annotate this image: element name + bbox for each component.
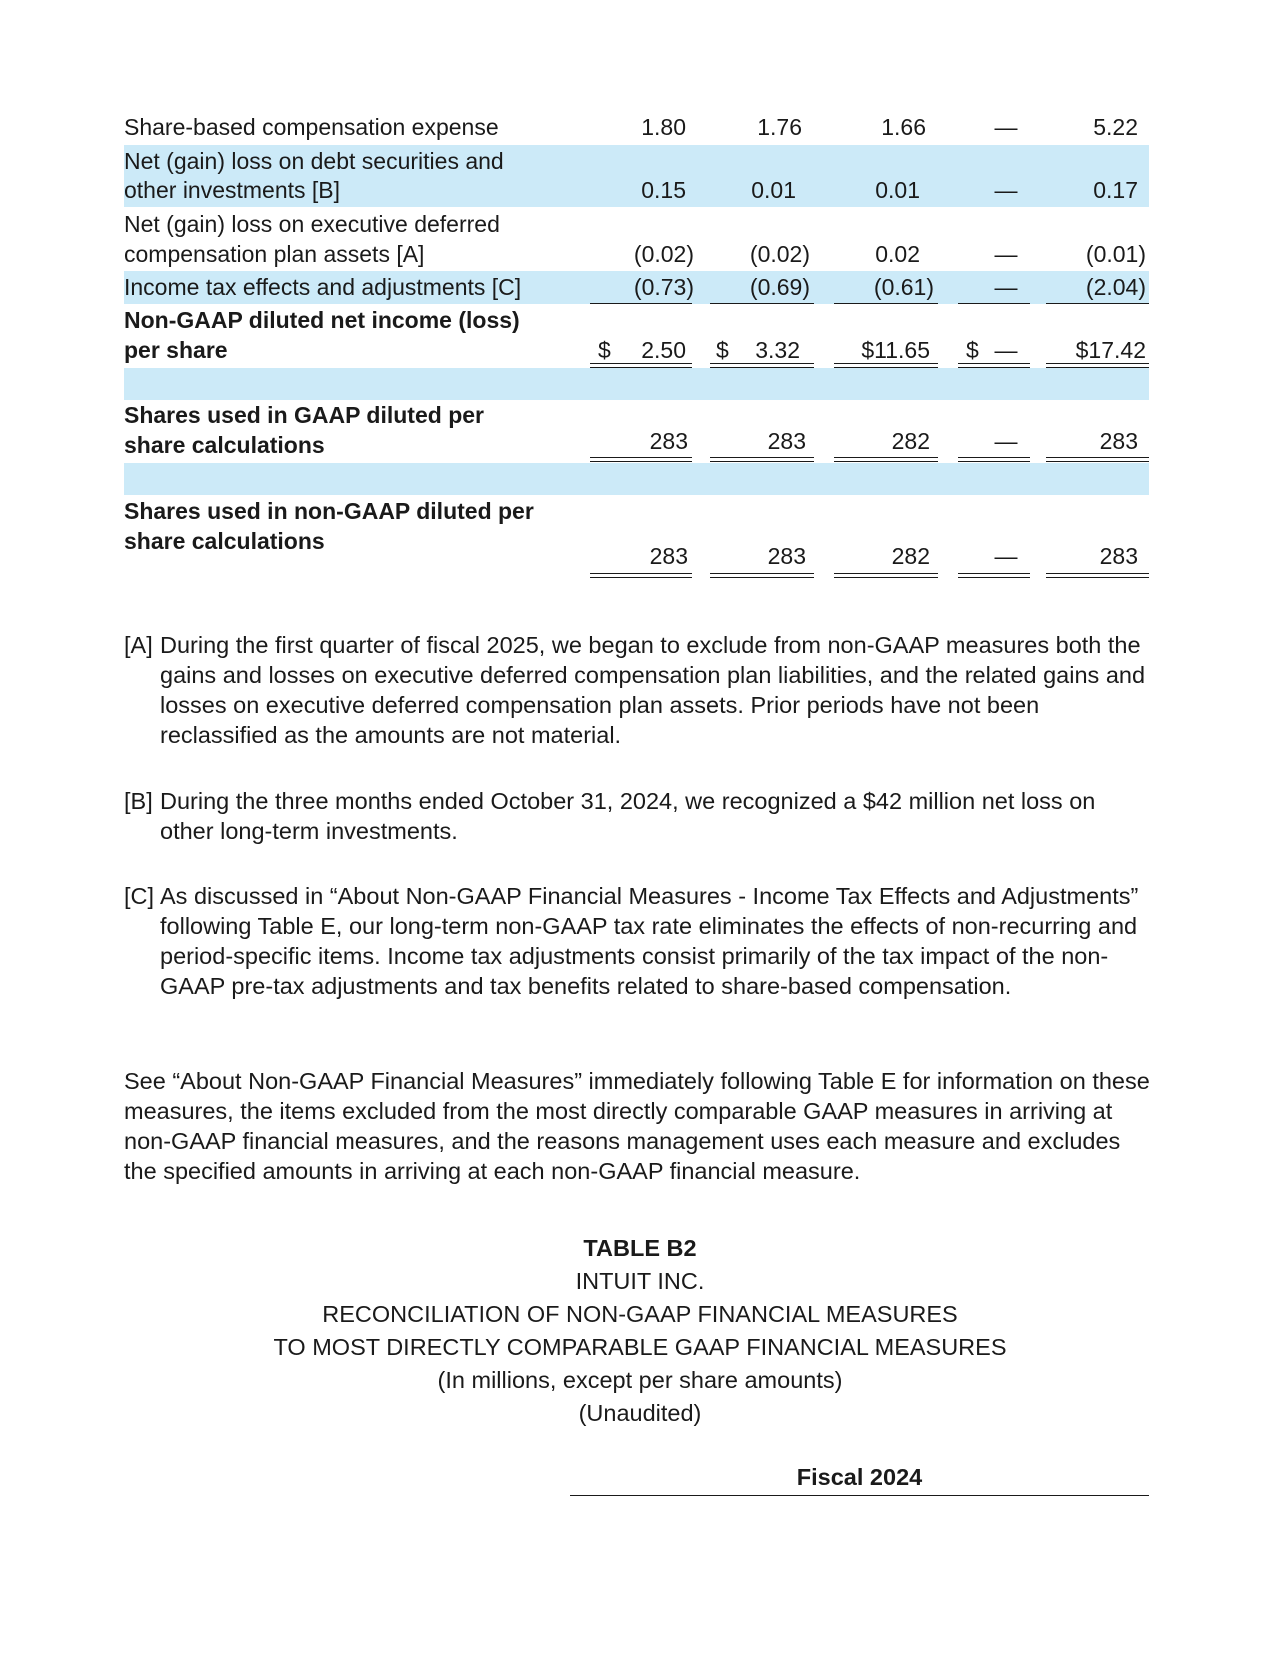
footnote-b: [124, 786, 1154, 846]
value-q4: —: [994, 428, 1018, 454]
value-q1: (0.73): [633, 274, 694, 300]
value-q1: 0.15: [641, 177, 686, 203]
value-total: (0.01): [1085, 241, 1146, 267]
row-label-line1: Shares used in non-GAAP diluted per: [124, 498, 534, 524]
table-row: [124, 400, 1149, 462]
value-q3: 282: [891, 428, 930, 454]
value-q3: 282: [891, 543, 930, 569]
footnote-marker: [C]: [124, 883, 155, 909]
value-total: (2.04): [1085, 274, 1146, 300]
value-q1: 1.80: [641, 114, 686, 140]
row-label: Share-based compensation expense: [124, 114, 499, 140]
period-header-rule: [570, 1495, 1149, 1496]
row-label-line1: Net (gain) loss on executive deferred: [124, 211, 500, 237]
column-rule: [590, 303, 692, 304]
table-units: (In millions, except per share amounts): [437, 1367, 843, 1393]
currency-symbol: $: [966, 337, 979, 363]
footnote-text: As discussed in “About Non-GAAP Financial Measures - Income Tax Effects and Adjustments” following Table E, our long-term non-GAAP tax rate eliminates the effects of non-recurring and period-specific items. Income tax adjustments consist primarily of the tax impact of the non-GAAP pre-tax adjustments and tax benefits related to share-based compensation.: [160, 883, 1139, 999]
footnote-text: During the first quarter of fiscal 2025, we began to exclude from non-GAAP measures both the gains and losses on executive deferred compensation plan liabilities, and the related gains and losses on executive deferred compensation plan assets. Prior periods have not been reclassified as the amounts are not material.: [160, 632, 1146, 748]
footnote-marker: [A]: [124, 632, 153, 658]
value-q2: (0.02): [749, 241, 810, 267]
table-row: [124, 112, 1149, 144]
period-header: Fiscal 2024: [796, 1464, 923, 1490]
value-q3: $11.65: [861, 337, 930, 363]
table-row: [124, 496, 1149, 576]
value-q3: (0.61): [873, 274, 934, 300]
value-q2: (0.69): [749, 274, 810, 300]
table-spacer-row: [124, 463, 1149, 495]
table-heading-line2: TO MOST DIRECTLY COMPARABLE GAAP FINANCIAL MEASURES: [273, 1334, 1007, 1360]
column-rule: [834, 303, 938, 304]
row-label-line1: Shares used in GAAP diluted per: [124, 402, 484, 428]
row-label-line1: Net (gain) loss on debt securities and: [124, 148, 504, 174]
total-double-rule: [590, 573, 692, 578]
column-rule: [1046, 303, 1149, 304]
footnote-c: [124, 881, 1154, 1001]
table-audit-status: (Unaudited): [578, 1400, 702, 1426]
value-q2: 3.32: [755, 337, 800, 363]
total-double-rule: [958, 573, 1030, 578]
value-q2: 283: [767, 543, 806, 569]
total-double-rule: [710, 457, 814, 462]
footnote-a: [124, 630, 1154, 750]
value-q3: 1.66: [881, 114, 926, 140]
see-paragraph: See “About Non-GAAP Financial Measures” immediately following Table E for information on these measures, the items excluded from the most directly comparable GAAP measures in arriving at non-GAAP financial measures, and the reasons management uses each measure and excludes the specified amounts in arriving at each non-GAAP financial measure.: [124, 1068, 1150, 1184]
value-q4: —: [994, 274, 1018, 300]
value-q4: —: [994, 337, 1018, 363]
footnote-marker: [B]: [124, 788, 153, 814]
table-title: TABLE B2: [583, 1235, 697, 1261]
table-spacer-row: [124, 368, 1149, 400]
row-label-line2: compensation plan assets [A]: [124, 241, 425, 267]
total-double-rule: [1046, 457, 1149, 462]
column-rule: [710, 303, 814, 304]
value-total: 5.22: [1093, 114, 1138, 140]
row-label: Income tax effects and adjustments [C]: [124, 274, 522, 300]
total-double-rule: [710, 573, 814, 578]
table-row: [124, 271, 1149, 304]
total-double-rule: [834, 573, 938, 578]
value-total: 0.17: [1093, 177, 1138, 203]
value-total: $17.42: [1075, 337, 1146, 363]
value-total: 283: [1099, 543, 1138, 569]
currency-symbol: $: [598, 337, 611, 363]
row-label-line2: per share: [124, 337, 228, 363]
table-row: [124, 305, 1149, 367]
value-q4: —: [994, 114, 1018, 140]
row-label-line2: share calculations: [124, 432, 325, 458]
table-heading-line1: RECONCILIATION OF NON-GAAP FINANCIAL MEASURES: [322, 1301, 958, 1327]
company-name: INTUIT INC.: [575, 1268, 705, 1294]
row-label-line1: Non-GAAP diluted net income (loss): [124, 307, 520, 333]
value-total: 283: [1099, 428, 1138, 454]
value-q2: 0.01: [751, 177, 796, 203]
table-row: [124, 145, 1149, 207]
value-q1: 283: [649, 543, 688, 569]
value-q2: 283: [767, 428, 806, 454]
total-double-rule: [590, 457, 692, 462]
value-q2: 1.76: [757, 114, 802, 140]
footnote-text: During the three months ended October 31, 2024, we recognized a $42 million net loss on other long-term investments.: [160, 788, 1096, 844]
value-q1: 2.50: [641, 337, 686, 363]
table-row: [124, 208, 1149, 270]
value-q1: (0.02): [633, 241, 694, 267]
total-double-rule: [958, 457, 1030, 462]
value-q1: 283: [649, 428, 688, 454]
value-q3: 0.02: [875, 241, 920, 267]
row-label-line2: other investments [B]: [124, 177, 341, 203]
total-double-rule: [1046, 573, 1149, 578]
value-q4: —: [994, 543, 1018, 569]
value-q4: —: [994, 177, 1018, 203]
value-q4: —: [994, 241, 1018, 267]
row-label-line2: share calculations: [124, 528, 325, 554]
total-double-rule: [834, 457, 938, 462]
value-q3: 0.01: [875, 177, 920, 203]
column-rule: [958, 303, 1030, 304]
currency-symbol: $: [716, 337, 729, 363]
